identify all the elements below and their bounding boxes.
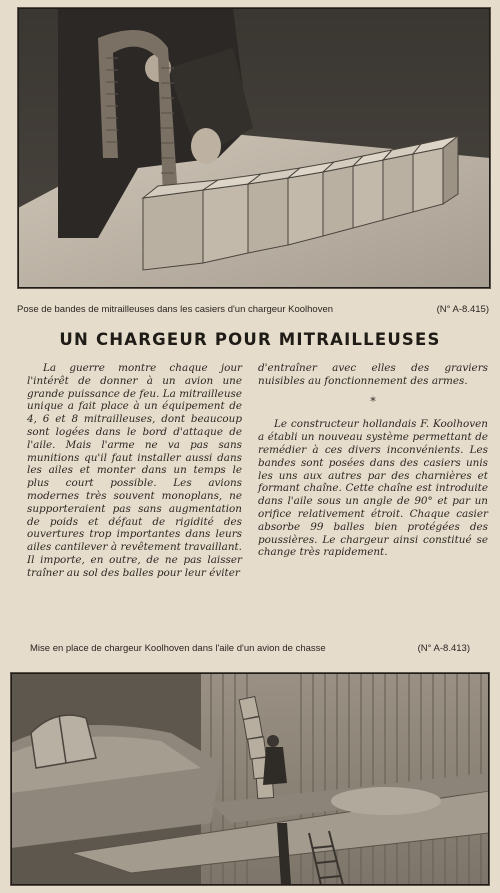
top-photo-caption <box>17 304 489 315</box>
article-column-right <box>258 362 488 559</box>
article-paragraph: Le constructeur hollandais F. Koolhoven a établi un nouveau système permettant de remédier à ces divers inconvénients. Les bandes sont posées dans des casiers unis les uns aux autres par des charnières et formant chaîne. Cette chaîne est introduite dans l'aile sous un angle de 90° et par un orifice relativement étroit. Chaque casier absorbe 99 balles bien protégées des poussières. Le chargeur ainsi constitué se change très rapidement. <box>258 418 488 559</box>
photo-ammunition-boxes <box>17 7 491 289</box>
caption-reference: (N° A-8.413) <box>417 643 470 654</box>
caption-reference: (N° A-8.415) <box>436 304 489 315</box>
article-column-left <box>27 362 242 580</box>
caption-text: Pose de bandes de mitrailleuses dans les casiers d'un chargeur Koolhoven <box>17 304 334 315</box>
article-paragraph: La guerre montre chaque jour l'intérêt de donner à un avion une grande puissance de feu. La mitrailleuse unique a fait place à un équipement de 4, 6 et 8 mitrailleuses, dont beaucoup sont logées dans le bord d'attaque de l'aile. Mais l'arme ne va pas sans munitions qu'il faut installer aussi dans les ailes et monter dans un temps le plus court possible. Les avions modernes très souvent monoplans, ne supporteraient pas sans augmentation de poids et défaut de rigidité des ouvertures trop importantes dans leurs ailes cantilever à revêtement travaillant. Il importe, en outre, de ne pas laisser traîner au sol des balles pour leur éviter <box>27 362 242 579</box>
section-separator: * <box>370 394 376 408</box>
article-headline: UN CHARGEUR POUR MITRAILLEUSES <box>59 330 441 349</box>
article-paragraph-continued: d'entraîner avec elles des graviers nuisibles au fonctionnement des armes. <box>258 362 488 387</box>
caption-text: Mise en place de chargeur Koolhoven dans l'aile d'un avion de chasse <box>30 643 326 654</box>
bottom-photo-caption <box>30 643 470 654</box>
photo-fighter-aircraft <box>10 672 490 886</box>
